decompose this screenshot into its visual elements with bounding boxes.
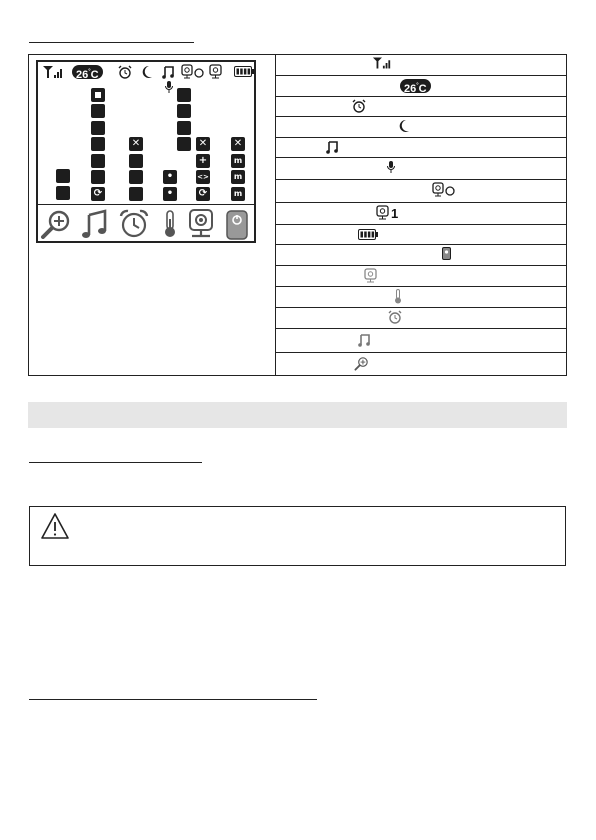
menu-block xyxy=(91,104,105,118)
table-row xyxy=(276,180,567,203)
thermometer-icon xyxy=(394,289,402,304)
lcd-screen xyxy=(36,60,256,243)
heading-underline xyxy=(29,42,194,43)
baby-unit-icon xyxy=(442,247,451,260)
microphone-icon xyxy=(386,160,396,174)
menu-block xyxy=(91,137,105,151)
menu-block xyxy=(91,154,105,168)
alarm-icon xyxy=(118,209,150,239)
menu-block xyxy=(129,170,143,184)
table-row xyxy=(276,117,567,138)
camera-number: 1 xyxy=(391,206,399,221)
music-note-icon xyxy=(162,65,174,79)
table-row xyxy=(276,308,567,329)
table-row xyxy=(276,138,567,158)
menu-block xyxy=(56,169,70,183)
menu-block xyxy=(177,121,191,135)
table-row xyxy=(276,287,567,308)
zoom-icon xyxy=(40,209,74,239)
table-row xyxy=(276,225,567,245)
temperature-badge: 26°C xyxy=(400,79,431,93)
table-row xyxy=(276,203,567,225)
menu-block xyxy=(177,88,191,102)
baby-unit-icon xyxy=(226,209,248,241)
alarm-icon xyxy=(118,65,132,79)
dot-block: • xyxy=(163,187,177,201)
alarm-icon xyxy=(352,99,366,113)
menu-block xyxy=(56,186,70,200)
close-block: ✕ xyxy=(196,137,210,151)
table-row xyxy=(276,266,567,287)
alarm-icon xyxy=(388,310,402,324)
table-row xyxy=(276,76,567,97)
signal-icon xyxy=(372,56,392,70)
music-note-icon xyxy=(80,209,108,239)
menu-block xyxy=(91,170,105,184)
plus-block: + xyxy=(196,154,210,168)
menu-block xyxy=(177,137,191,151)
table-row xyxy=(276,54,567,76)
subheading-underline xyxy=(29,462,202,463)
microphone-icon xyxy=(164,80,174,94)
camera-icon xyxy=(209,64,223,80)
close-block: ✕ xyxy=(129,137,143,151)
camera-icon xyxy=(188,209,214,239)
warning-triangle-icon xyxy=(40,512,70,540)
dot-block: • xyxy=(163,170,177,184)
battery-icon xyxy=(358,229,378,240)
screen-divider xyxy=(38,204,254,205)
section-header-bar xyxy=(28,402,567,428)
camera-icon xyxy=(364,268,378,284)
menu-block xyxy=(91,88,105,102)
subheading-underline xyxy=(29,699,317,700)
camera-cycle-icon xyxy=(432,182,456,198)
cycle-block: ⟳ xyxy=(196,187,210,201)
moon-icon xyxy=(398,119,410,133)
signal-icon xyxy=(42,65,64,79)
menu-block xyxy=(129,154,143,168)
table-row xyxy=(276,158,567,180)
temperature-badge: 26°C xyxy=(72,65,103,79)
zoom-icon xyxy=(354,356,370,371)
table-row xyxy=(276,353,567,376)
menu-block xyxy=(177,104,191,118)
menu-block xyxy=(91,121,105,135)
thermometer-icon xyxy=(162,209,178,239)
menu-block xyxy=(129,187,143,201)
table-row xyxy=(276,329,567,353)
music-note-icon xyxy=(326,140,338,154)
m-block: m xyxy=(231,154,245,168)
warning-box xyxy=(29,506,566,566)
table-row xyxy=(276,245,567,266)
moon-icon xyxy=(141,65,153,79)
camera-cycle-icon xyxy=(181,64,205,80)
m-block: m xyxy=(231,170,245,184)
camera-1-icon xyxy=(376,205,390,221)
table-row xyxy=(276,97,567,117)
arrows-block: <> xyxy=(196,170,210,184)
cycle-block: ⟳ xyxy=(91,187,105,201)
m-block: m xyxy=(231,187,245,201)
close-block: ✕ xyxy=(231,137,245,151)
battery-icon xyxy=(234,66,254,77)
music-note-icon xyxy=(358,333,370,347)
